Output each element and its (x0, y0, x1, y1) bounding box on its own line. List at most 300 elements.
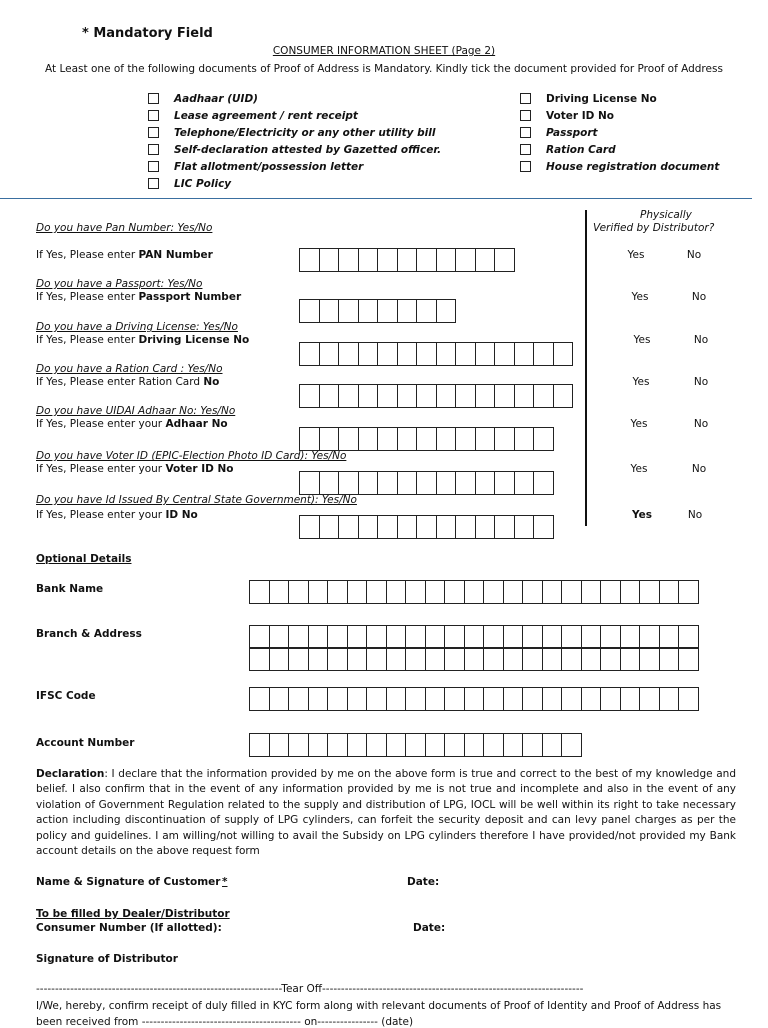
input-box-cell[interactable] (476, 428, 496, 450)
verified-yes-option[interactable]: Yes (627, 249, 645, 261)
address-doc-label: Passport (546, 126, 598, 139)
branch-address-input-line2[interactable] (249, 647, 699, 671)
address-doc-option[interactable] (520, 143, 616, 156)
input-box-cell[interactable] (359, 343, 379, 365)
input-box-cell[interactable] (406, 688, 426, 710)
input-box-cell[interactable] (534, 343, 554, 365)
input-box-cell[interactable] (484, 688, 504, 710)
id-question: Do you have UIDAI Adhaar No: Yes/No (36, 405, 236, 417)
id-prompt (36, 376, 219, 388)
input-box-cell[interactable] (679, 581, 699, 603)
input-box-cell[interactable] (445, 581, 465, 603)
input-box-cell[interactable] (328, 581, 348, 603)
doc-checkbox[interactable] (520, 127, 531, 138)
verified-yes-option[interactable]: Yes (633, 334, 651, 346)
input-box-cell[interactable] (300, 472, 320, 494)
id-field-name: Voter ID No (165, 463, 234, 475)
input-box-cell[interactable] (270, 581, 290, 603)
input-box-cell[interactable] (328, 626, 348, 648)
input-box-cell[interactable] (398, 472, 418, 494)
input-box-cell[interactable] (367, 581, 387, 603)
optional-details-heading: Optional Details (36, 553, 132, 565)
input-box-cell[interactable] (582, 648, 602, 670)
input-box-cell[interactable] (601, 581, 621, 603)
input-box-cell[interactable] (582, 581, 602, 603)
input-box-cell[interactable] (562, 688, 582, 710)
input-box-cell[interactable] (339, 516, 359, 538)
input-box-cell[interactable] (378, 385, 398, 407)
input-box-cell[interactable] (601, 648, 621, 670)
input-box-cell[interactable] (328, 734, 348, 756)
input-box-cell[interactable] (417, 249, 437, 271)
mandatory-field-note: * Mandatory Field (82, 26, 213, 41)
input-box-cell[interactable] (465, 734, 485, 756)
input-box-cell[interactable] (387, 626, 407, 648)
dealer-date-label: Date: (413, 922, 446, 934)
customer-date-label: Date: (407, 876, 440, 888)
input-box-cell[interactable] (406, 626, 426, 648)
input-box-cell[interactable] (515, 343, 535, 365)
id-prompt-text: If Yes, Please enter (36, 291, 139, 303)
input-box-cell[interactable] (640, 688, 660, 710)
input-box-cell[interactable] (476, 472, 496, 494)
input-box-cell[interactable] (504, 626, 524, 648)
input-box-cell[interactable] (456, 516, 476, 538)
input-box-cell[interactable] (270, 734, 290, 756)
input-box-cell[interactable] (562, 734, 582, 756)
input-box-cell[interactable] (484, 581, 504, 603)
input-box-cell[interactable] (359, 249, 379, 271)
verified-no-option[interactable]: No (691, 463, 707, 475)
input-box-cell[interactable] (250, 648, 270, 670)
input-box-cell[interactable] (367, 688, 387, 710)
doc-checkbox[interactable] (148, 110, 159, 121)
address-doc-option[interactable] (148, 126, 435, 139)
id-question: Do you have Pan Number: Yes/No (36, 222, 213, 234)
verified-yes-option[interactable]: Yes (630, 463, 648, 475)
input-box-cell[interactable] (417, 428, 437, 450)
id-field-name: PAN Number (138, 249, 213, 261)
id-number-input[interactable] (299, 299, 456, 323)
account-number-input[interactable] (249, 733, 582, 757)
input-box-cell[interactable] (359, 516, 379, 538)
input-box-cell[interactable] (289, 626, 309, 648)
verified-yes-option[interactable]: Yes (630, 418, 648, 430)
input-box-cell[interactable] (465, 648, 485, 670)
input-box-cell[interactable] (398, 249, 418, 271)
input-box-cell[interactable] (289, 648, 309, 670)
input-box-cell[interactable] (534, 472, 554, 494)
input-box-cell[interactable] (359, 385, 379, 407)
input-box-cell[interactable] (387, 648, 407, 670)
input-box-cell[interactable] (554, 385, 574, 407)
input-box-cell[interactable] (250, 581, 270, 603)
input-box-cell[interactable] (504, 648, 524, 670)
input-box-cell[interactable] (328, 688, 348, 710)
tear-off-text-2: been received from ------------------------------------------ on---------------- (date) (36, 1016, 414, 1028)
input-box-cell[interactable] (601, 688, 621, 710)
verify-column-divider (585, 210, 587, 526)
input-box-cell[interactable] (504, 581, 524, 603)
input-box-cell[interactable] (417, 516, 437, 538)
id-field-name: No (203, 376, 220, 388)
input-box-cell[interactable] (476, 385, 496, 407)
address-doc-option[interactable] (520, 109, 614, 122)
input-box-cell[interactable] (289, 688, 309, 710)
address-doc-label: Voter ID No (546, 109, 615, 122)
input-box-cell[interactable] (660, 626, 680, 648)
id-field-name: ID No (165, 509, 198, 521)
input-box-cell[interactable] (543, 688, 563, 710)
input-box-cell[interactable] (495, 516, 515, 538)
verified-no-option[interactable]: No (693, 418, 709, 430)
input-box-cell[interactable] (348, 734, 368, 756)
input-box-cell[interactable] (348, 626, 368, 648)
input-box-cell[interactable] (679, 626, 699, 648)
input-box-cell[interactable] (406, 734, 426, 756)
input-box-cell[interactable] (465, 581, 485, 603)
id-field-name: Driving License No (138, 334, 250, 346)
input-box-cell[interactable] (504, 688, 524, 710)
address-doc-option[interactable] (520, 160, 719, 173)
input-box-cell[interactable] (367, 626, 387, 648)
id-prompt-text: If Yes, Please enter your (36, 509, 166, 521)
id-question: Do you have Id Issued By Central State Government): Yes/No (36, 494, 357, 506)
input-box-cell[interactable] (378, 343, 398, 365)
id-prompt (36, 509, 198, 521)
input-box-cell[interactable] (562, 581, 582, 603)
id-prompt (36, 249, 213, 261)
declaration-text: : I declare that the information provided by me on the above form is true and correct to the best of my knowledge and belief. I also confirm that in the event of any information provided by me is not true and incomplete and also in the event of any violation of Government Regulation related to the supply and distribution of LPG, IOCL will be well within its right to take necessary action including discontinuation of supply of LPG cylinders, can forfeit the security deposit and can levy panel charges as per the policy and guidelines. I am willing/not willing to avail the Subsidy on LPG cylinders therefore I have provided/not provided my Bank account details on the above request form (36, 768, 736, 858)
input-box-cell[interactable] (387, 581, 407, 603)
input-box-cell[interactable] (320, 343, 340, 365)
input-box-cell[interactable] (417, 300, 437, 322)
input-box-cell[interactable] (543, 581, 563, 603)
address-doc-option[interactable] (148, 109, 358, 122)
input-box-cell[interactable] (359, 472, 379, 494)
input-box-cell[interactable] (300, 428, 320, 450)
input-box-cell[interactable] (339, 343, 359, 365)
input-box-cell[interactable] (562, 626, 582, 648)
input-box-cell[interactable] (484, 734, 504, 756)
account-number-label: Account Number (36, 737, 135, 749)
input-box-cell[interactable] (495, 428, 515, 450)
input-box-cell[interactable] (417, 385, 437, 407)
mandatory-star: * (222, 876, 228, 888)
input-box-cell[interactable] (437, 472, 457, 494)
input-box-cell[interactable] (445, 626, 465, 648)
input-box-cell[interactable] (339, 472, 359, 494)
address-doc-label: LIC Policy (174, 177, 232, 190)
input-box-cell[interactable] (367, 648, 387, 670)
input-box-cell[interactable] (437, 249, 457, 271)
input-box-cell[interactable] (476, 249, 496, 271)
input-box-cell[interactable] (523, 688, 543, 710)
input-box-cell[interactable] (300, 385, 320, 407)
input-box-cell[interactable] (320, 300, 340, 322)
input-box-cell[interactable] (495, 472, 515, 494)
input-box-cell[interactable] (320, 385, 340, 407)
ifsc-code-input[interactable] (249, 687, 699, 711)
input-box-cell[interactable] (495, 385, 515, 407)
dealer-heading: To be filled by Dealer/Distributor (36, 908, 230, 920)
input-box-cell[interactable] (543, 648, 563, 670)
input-box-cell[interactable] (504, 734, 524, 756)
id-number-input[interactable] (299, 471, 554, 495)
id-prompt (36, 418, 228, 430)
input-box-cell[interactable] (660, 688, 680, 710)
input-box-cell[interactable] (289, 734, 309, 756)
address-doc-label: Aadhaar (UID) (174, 92, 258, 105)
sheet-title: CONSUMER INFORMATION SHEET (Page 2) (272, 45, 496, 57)
input-box-cell[interactable] (679, 648, 699, 670)
input-box-cell[interactable] (445, 734, 465, 756)
customer-signature-label: Name & Signature of Customer (36, 876, 221, 888)
input-box-cell[interactable] (465, 626, 485, 648)
input-box-cell[interactable] (476, 343, 496, 365)
input-box-cell[interactable] (406, 648, 426, 670)
input-box-cell[interactable] (348, 581, 368, 603)
input-box-cell[interactable] (437, 300, 457, 322)
id-number-input[interactable] (299, 248, 515, 272)
input-box-cell[interactable] (359, 300, 379, 322)
input-box-cell[interactable] (582, 626, 602, 648)
id-prompt-text: If Yes, Please enter (36, 334, 139, 346)
id-field-name: Adhaar No (165, 418, 228, 430)
address-doc-label: Lease agreement / rent receipt (174, 109, 358, 122)
input-box-cell[interactable] (309, 648, 329, 670)
id-number-input[interactable] (299, 342, 573, 366)
input-box-cell[interactable] (398, 385, 418, 407)
input-box-cell[interactable] (660, 581, 680, 603)
input-box-cell[interactable] (456, 249, 476, 271)
input-box-cell[interactable] (465, 688, 485, 710)
input-box-cell[interactable] (309, 734, 329, 756)
input-box-cell[interactable] (456, 385, 476, 407)
input-box-cell[interactable] (445, 648, 465, 670)
doc-checkbox[interactable] (520, 161, 531, 172)
address-doc-option[interactable] (520, 92, 657, 105)
section-divider (0, 198, 752, 199)
id-prompt (36, 291, 241, 303)
input-box-cell[interactable] (523, 581, 543, 603)
input-box-cell[interactable] (378, 516, 398, 538)
input-box-cell[interactable] (554, 343, 574, 365)
bank-name-input[interactable] (249, 580, 699, 604)
input-box-cell[interactable] (398, 300, 418, 322)
input-box-cell[interactable] (270, 626, 290, 648)
input-box-cell[interactable] (320, 472, 340, 494)
input-box-cell[interactable] (300, 516, 320, 538)
doc-checkbox[interactable] (520, 93, 531, 104)
input-box-cell[interactable] (378, 249, 398, 271)
id-question: Do you have Voter ID (EPIC-Election Photo ID Card): Yes/No (36, 450, 347, 462)
verified-yes-option[interactable]: Yes (631, 291, 649, 303)
input-box-cell[interactable] (339, 249, 359, 271)
verified-no-option[interactable]: No (693, 334, 709, 346)
id-prompt-text: If Yes, Please enter (36, 249, 139, 261)
doc-checkbox[interactable] (148, 161, 159, 172)
input-box-cell[interactable] (339, 385, 359, 407)
input-box-cell[interactable] (289, 581, 309, 603)
id-number-input[interactable] (299, 427, 554, 451)
input-box-cell[interactable] (309, 626, 329, 648)
input-box-cell[interactable] (534, 385, 554, 407)
id-question: Do you have a Ration Card : Yes/No (36, 363, 223, 375)
input-box-cell[interactable] (484, 648, 504, 670)
tear-off-line: -----------------------------------------------------------------Tear Off--------------------------------------------------------------------- (36, 983, 584, 995)
input-box-cell[interactable] (300, 343, 320, 365)
id-number-input[interactable] (299, 384, 573, 408)
input-box-cell[interactable] (534, 428, 554, 450)
declaration (36, 767, 736, 859)
verified-no-option[interactable]: No (686, 249, 702, 261)
verified-no-option[interactable]: No (693, 376, 709, 388)
input-box-cell[interactable] (398, 343, 418, 365)
input-box-cell[interactable] (309, 688, 329, 710)
id-question: Do you have a Passport: Yes/No (36, 278, 203, 290)
input-box-cell[interactable] (300, 249, 320, 271)
input-box-cell[interactable] (640, 626, 660, 648)
verified-no-option[interactable]: No (687, 509, 703, 521)
address-doc-label: Telephone/Electricity or any other utility bill (174, 126, 436, 139)
id-field-name: Passport Number (138, 291, 242, 303)
ifsc-code-label: IFSC Code (36, 690, 96, 702)
input-box-cell[interactable] (426, 688, 446, 710)
id-number-input[interactable] (299, 515, 554, 539)
input-box-cell[interactable] (679, 688, 699, 710)
verified-yes-option[interactable]: Yes (631, 509, 652, 521)
input-box-cell[interactable] (621, 581, 641, 603)
branch-address-input-line1[interactable] (249, 625, 699, 649)
input-box-cell[interactable] (367, 734, 387, 756)
input-box-cell[interactable] (426, 648, 446, 670)
input-box-cell[interactable] (387, 734, 407, 756)
input-box-cell[interactable] (456, 428, 476, 450)
input-box-cell[interactable] (621, 688, 641, 710)
input-box-cell[interactable] (495, 343, 515, 365)
input-box-cell[interactable] (417, 472, 437, 494)
address-doc-option[interactable] (148, 160, 363, 173)
address-doc-label: Driving License No (546, 92, 657, 105)
input-box-cell[interactable] (437, 428, 457, 450)
input-box-cell[interactable] (250, 688, 270, 710)
distributor-signature-label: Signature of Distributor (36, 953, 178, 965)
input-box-cell[interactable] (515, 428, 535, 450)
input-box-cell[interactable] (601, 626, 621, 648)
input-box-cell[interactable] (543, 626, 563, 648)
doc-checkbox[interactable] (520, 110, 531, 121)
input-box-cell[interactable] (348, 688, 368, 710)
address-doc-option[interactable] (520, 126, 598, 139)
address-doc-option[interactable] (148, 92, 258, 105)
id-prompt (36, 334, 249, 346)
address-doc-label: Self-declaration attested by Gazetted officer. (174, 143, 442, 156)
input-box-cell[interactable] (378, 428, 398, 450)
verified-no-option[interactable]: No (691, 291, 707, 303)
input-box-cell[interactable] (426, 734, 446, 756)
branch-address-label: Branch & Address (36, 628, 142, 640)
verify-header-line1: Physically (640, 209, 692, 221)
input-box-cell[interactable] (387, 688, 407, 710)
input-box-cell[interactable] (359, 428, 379, 450)
verify-header-line2: Verified by Distributor? (593, 222, 715, 234)
input-box-cell[interactable] (437, 385, 457, 407)
input-box-cell[interactable] (348, 648, 368, 670)
input-box-cell[interactable] (515, 385, 535, 407)
input-box-cell[interactable] (476, 516, 496, 538)
input-box-cell[interactable] (456, 343, 476, 365)
doc-checkbox[interactable] (520, 144, 531, 155)
input-box-cell[interactable] (417, 343, 437, 365)
input-box-cell[interactable] (534, 516, 554, 538)
input-box-cell[interactable] (339, 300, 359, 322)
address-doc-option[interactable] (148, 143, 441, 156)
input-box-cell[interactable] (270, 648, 290, 670)
input-box-cell[interactable] (523, 626, 543, 648)
input-box-cell[interactable] (398, 516, 418, 538)
verified-yes-option[interactable]: Yes (632, 376, 650, 388)
input-box-cell[interactable] (378, 472, 398, 494)
input-box-cell[interactable] (543, 734, 563, 756)
input-box-cell[interactable] (582, 688, 602, 710)
input-box-cell[interactable] (328, 648, 348, 670)
input-box-cell[interactable] (250, 626, 270, 648)
input-box-cell[interactable] (320, 516, 340, 538)
input-box-cell[interactable] (640, 581, 660, 603)
input-box-cell[interactable] (523, 648, 543, 670)
input-box-cell[interactable] (250, 734, 270, 756)
address-doc-option[interactable] (148, 177, 231, 190)
input-box-cell[interactable] (562, 648, 582, 670)
input-box-cell[interactable] (378, 300, 398, 322)
input-box-cell[interactable] (515, 472, 535, 494)
input-box-cell[interactable] (523, 734, 543, 756)
input-box-cell[interactable] (320, 249, 340, 271)
input-box-cell[interactable] (309, 581, 329, 603)
input-box-cell[interactable] (339, 428, 359, 450)
input-box-cell[interactable] (300, 300, 320, 322)
address-doc-label: House registration document (546, 160, 720, 173)
input-box-cell[interactable] (640, 648, 660, 670)
input-box-cell[interactable] (484, 626, 504, 648)
doc-checkbox[interactable] (148, 127, 159, 138)
input-box-cell[interactable] (445, 688, 465, 710)
input-box-cell[interactable] (426, 581, 446, 603)
input-box-cell[interactable] (398, 428, 418, 450)
id-question: Do you have a Driving License: Yes/No (36, 321, 238, 333)
input-box-cell[interactable] (270, 688, 290, 710)
declaration-label: Declaration (36, 768, 105, 780)
input-box-cell[interactable] (437, 343, 457, 365)
input-box-cell[interactable] (495, 249, 515, 271)
input-box-cell[interactable] (621, 626, 641, 648)
input-box-cell[interactable] (660, 648, 680, 670)
input-box-cell[interactable] (320, 428, 340, 450)
input-box-cell[interactable] (406, 581, 426, 603)
input-box-cell[interactable] (437, 516, 457, 538)
doc-checkbox[interactable] (148, 93, 159, 104)
input-box-cell[interactable] (426, 626, 446, 648)
doc-checkbox[interactable] (148, 178, 159, 189)
input-box-cell[interactable] (456, 472, 476, 494)
doc-checkbox[interactable] (148, 144, 159, 155)
input-box-cell[interactable] (515, 516, 535, 538)
bank-name-label: Bank Name (36, 583, 104, 595)
id-prompt (36, 463, 234, 475)
input-box-cell[interactable] (621, 648, 641, 670)
consumer-number-label: Consumer Number (If allotted): (36, 922, 222, 934)
